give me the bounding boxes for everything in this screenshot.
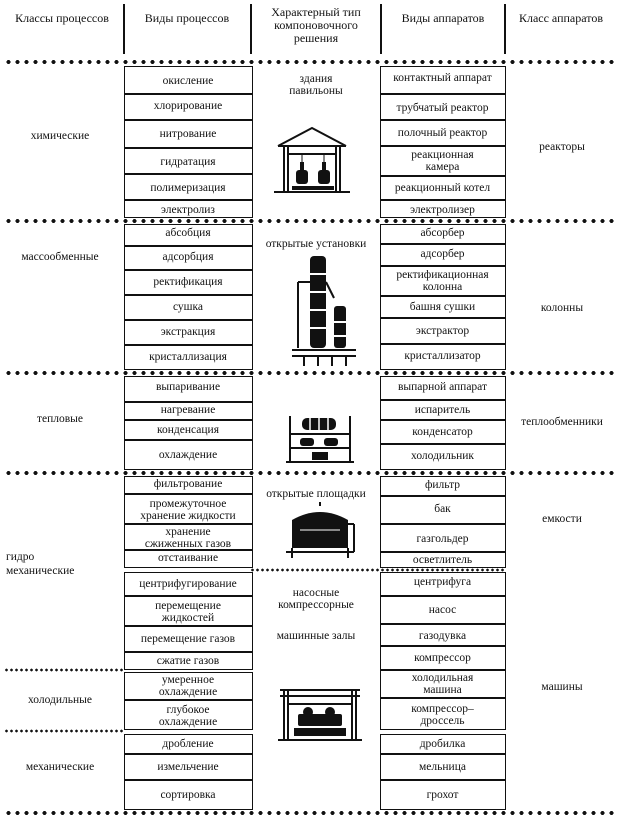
apparatus-cell: экстрактор bbox=[380, 318, 506, 344]
heat-exchanger-icon bbox=[284, 408, 356, 466]
process-cell: перемещение жидкостей bbox=[124, 596, 253, 626]
process-class-label: тепловые bbox=[36, 413, 84, 425]
process-cell: фильтрование bbox=[124, 476, 253, 494]
process-cell: сушка bbox=[124, 295, 253, 320]
apparatus-cell: грохот bbox=[380, 780, 506, 810]
apparatus-cell: газодувка bbox=[380, 624, 506, 646]
process-cell: дробление bbox=[124, 734, 253, 754]
process-cell: перемещение газов bbox=[124, 626, 253, 652]
apparatus-cell: бак bbox=[380, 496, 506, 524]
section-separator bbox=[4, 218, 616, 224]
header-apparatus-types: Виды аппаратов bbox=[401, 11, 485, 25]
process-cell: электролиз bbox=[124, 200, 253, 218]
process-cell: сжатие газов bbox=[124, 652, 253, 670]
apparatus-cell: электролизер bbox=[380, 200, 506, 218]
apparatus-cell: конденсатор bbox=[380, 420, 506, 444]
tank-icon bbox=[282, 502, 358, 560]
header-apparatus-classes: Класс аппаратов bbox=[518, 11, 604, 25]
process-cell: экстракция bbox=[124, 320, 253, 345]
apparatus-cell: абсорбер bbox=[380, 224, 506, 244]
process-cell: отстаивание bbox=[124, 550, 253, 568]
apparatus-cell: испаритель bbox=[380, 400, 506, 420]
header-process-types: Виды процессов bbox=[144, 11, 230, 25]
process-cell: адсорбция bbox=[124, 246, 253, 270]
process-cell: хлорирование bbox=[124, 94, 253, 120]
section-separator bbox=[4, 59, 616, 65]
process-class-label: химические bbox=[30, 130, 90, 142]
process-cell: нагревание bbox=[124, 402, 253, 420]
apparatus-cell: контактный аппарат bbox=[380, 66, 506, 94]
process-cell: центрифугирование bbox=[124, 572, 253, 596]
apparatus-cell: адсорбер bbox=[380, 244, 506, 266]
apparatus-class-label: теплообменники bbox=[521, 416, 603, 428]
section-separator-partial bbox=[4, 668, 124, 672]
header-divider bbox=[504, 4, 506, 54]
apparatus-cell: ректификационная колонна bbox=[380, 266, 506, 296]
layout-label: насосные компрессорные bbox=[278, 587, 354, 611]
process-cell: гидратация bbox=[124, 148, 253, 174]
apparatus-cell: выпарной аппарат bbox=[380, 376, 506, 400]
process-cell: полимеризация bbox=[124, 174, 253, 200]
apparatus-cell: холодильник bbox=[380, 444, 506, 470]
layout-label: машинные залы bbox=[276, 630, 356, 642]
process-cell: абсобция bbox=[124, 224, 253, 246]
header-layout-type: Характерный тип компоновочного решения bbox=[271, 5, 361, 45]
section-separator-partial bbox=[4, 729, 124, 733]
apparatus-cell: осветлитель bbox=[380, 552, 506, 568]
section-separator bbox=[4, 370, 616, 376]
header-divider bbox=[380, 4, 382, 54]
header-process-classes: Классы процессов bbox=[15, 11, 109, 25]
apparatus-cell: холодильная машина bbox=[380, 670, 506, 698]
header-divider bbox=[250, 4, 252, 54]
apparatus-cell: мельница bbox=[380, 754, 506, 780]
process-cell: промежуточное хранение жидкости bbox=[124, 494, 253, 524]
pavilion-icon bbox=[270, 124, 354, 198]
column-installation-icon bbox=[290, 252, 362, 370]
apparatus-class-label: емкости bbox=[542, 513, 582, 525]
apparatus-class-label: реакторы bbox=[539, 141, 585, 153]
apparatus-cell: фильтр bbox=[380, 476, 506, 496]
process-cell: умеренное охлаждение bbox=[124, 672, 253, 700]
process-cell: выпаривание bbox=[124, 376, 253, 402]
apparatus-cell: центрифуга bbox=[380, 572, 506, 596]
process-class-label: механические bbox=[25, 761, 95, 773]
section-separator bbox=[4, 810, 616, 816]
layout-label: открытые установки bbox=[265, 238, 367, 250]
process-cell: измельчение bbox=[124, 754, 253, 780]
process-cell: ректификация bbox=[124, 270, 253, 295]
process-cell: окисление bbox=[124, 66, 253, 94]
section-separator bbox=[4, 470, 616, 476]
apparatus-cell: кристаллизатор bbox=[380, 344, 506, 370]
apparatus-cell: дробилка bbox=[380, 734, 506, 754]
process-cell: кристаллизация bbox=[124, 345, 253, 370]
process-cell: сортировка bbox=[124, 780, 253, 810]
apparatus-cell: башня сушки bbox=[380, 296, 506, 318]
apparatus-cell: трубчатый реактор bbox=[380, 94, 506, 120]
apparatus-cell: компрессор– дроссель bbox=[380, 698, 506, 730]
apparatus-cell: реакционный котел bbox=[380, 176, 506, 200]
process-cell: глубокое охлаждение bbox=[124, 700, 253, 730]
process-cell: конденсация bbox=[124, 420, 253, 440]
layout-label: здания павильоны bbox=[289, 73, 343, 97]
process-cell: хранение сжиженных газов bbox=[124, 524, 253, 550]
apparatus-cell: газгольдер bbox=[380, 524, 506, 552]
layout-label: открытые площадки bbox=[266, 488, 366, 500]
apparatus-cell: насос bbox=[380, 596, 506, 624]
apparatus-class-label: колонны bbox=[540, 302, 584, 314]
machine-hall-icon bbox=[276, 684, 364, 746]
apparatus-cell: реакционная камера bbox=[380, 146, 506, 176]
process-class-label: холодильные bbox=[27, 694, 93, 706]
apparatus-cell: полочный реактор bbox=[380, 120, 506, 146]
apparatus-cell: компрессор bbox=[380, 646, 506, 670]
process-cell: охлаждение bbox=[124, 440, 253, 470]
apparatus-class-label: машины bbox=[541, 681, 583, 693]
process-cell: нитрование bbox=[124, 120, 253, 148]
process-class-label: массообменные bbox=[21, 251, 99, 263]
header-divider bbox=[123, 4, 125, 54]
process-class-label: гидро механические bbox=[6, 551, 75, 577]
